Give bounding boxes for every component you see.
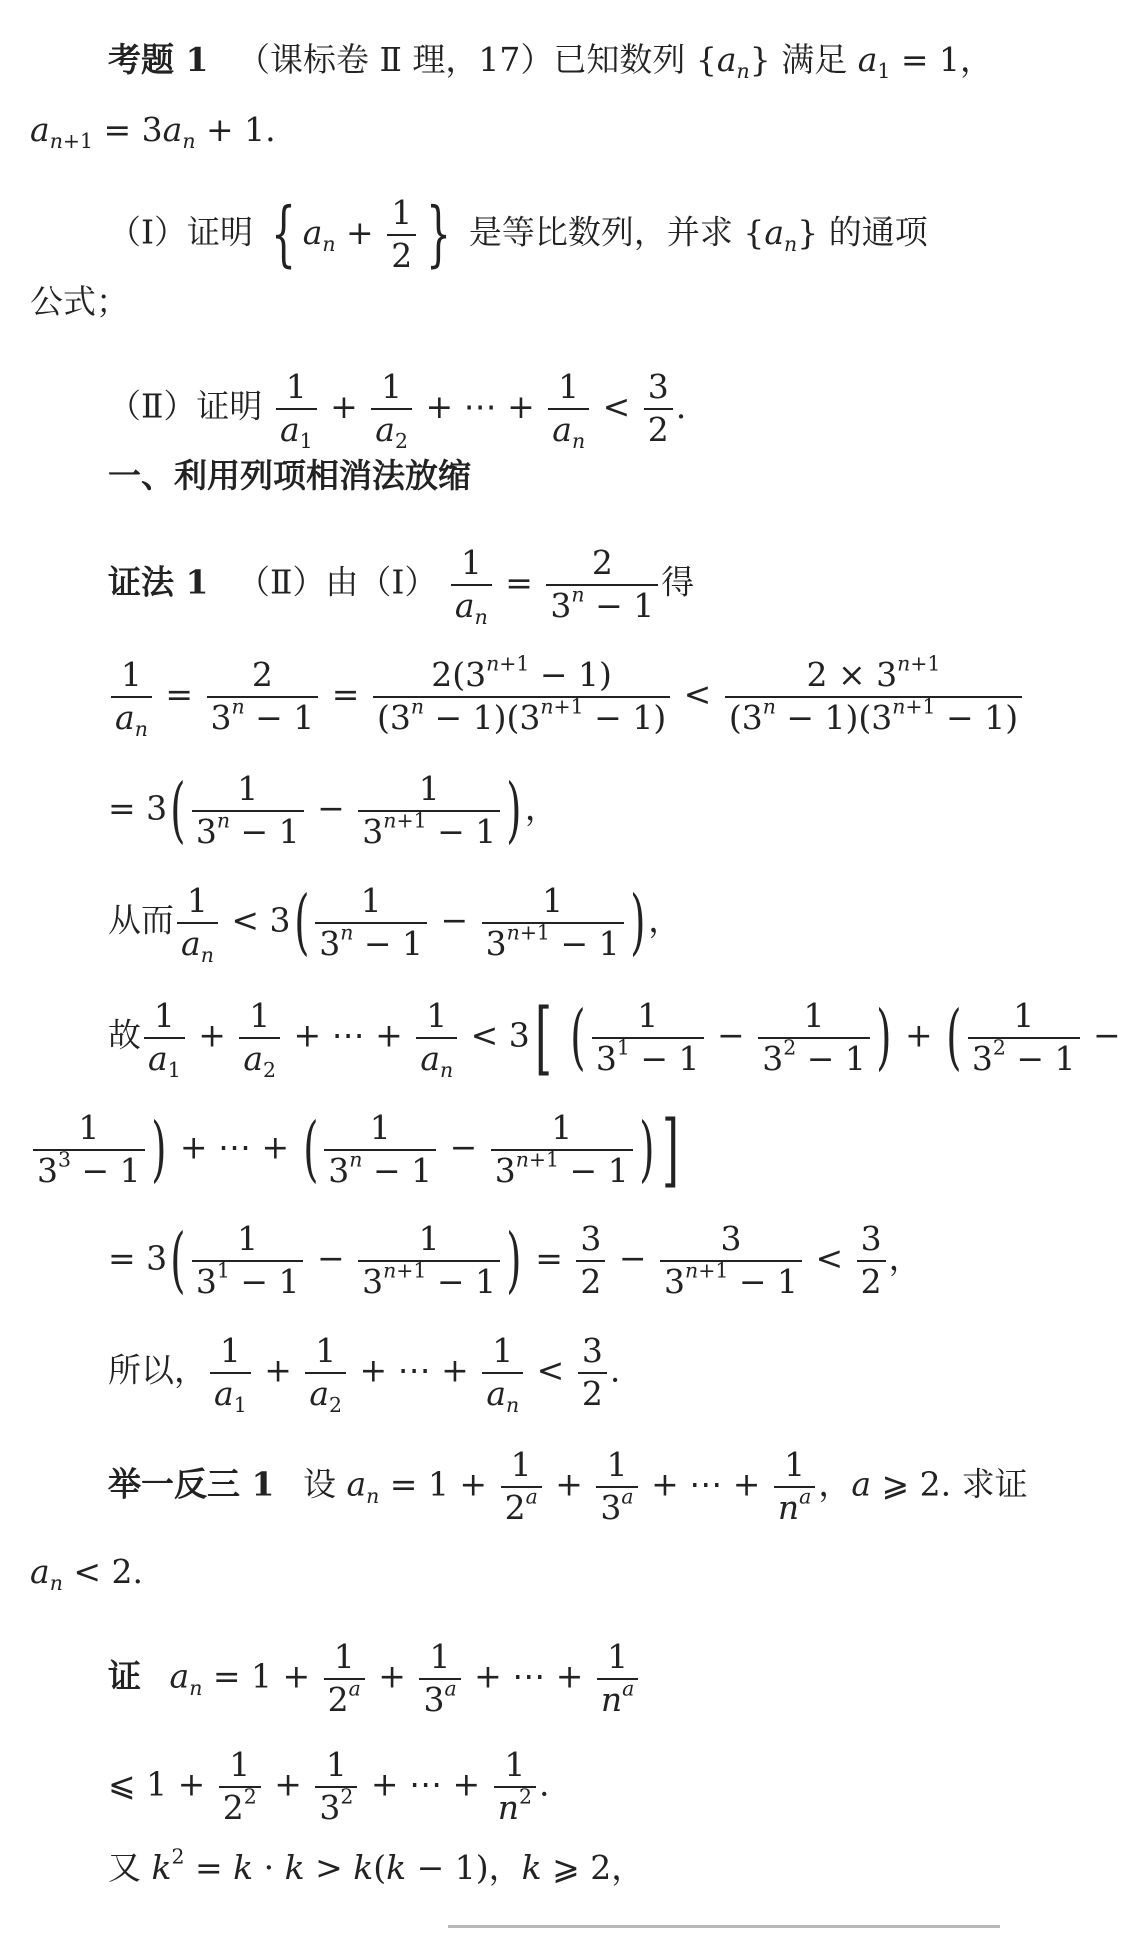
extension-label: 举一反三 1 <box>108 1464 275 1504</box>
problem-line-1 <box>108 40 994 84</box>
proof-therefore-cont: $\frac{1}{3^3 - 1}$ ) + ⋯ + ( $\frac{1}{3^n - 1}$ − $\frac{1}{3^{n+1} - 1}$ ) ] <box>30 1110 684 1189</box>
formula-recurrence: $a_{n+1} = 3a_n + 1$. <box>30 110 276 154</box>
part1-label: （Ⅰ）证明 <box>108 212 254 252</box>
extension-lead: 设 <box>302 1464 336 1504</box>
section-heading: 一、利用列项相消法放缩 <box>108 456 471 495</box>
extension-proof-2: ⩽ 1 + $\frac{1}{2^2}$ + $\frac{1}{3^2}$ + ⋯ + $\frac{1}{n^2}$ . <box>108 1745 550 1827</box>
problem-line-2 <box>30 110 276 154</box>
proof-intro <box>108 543 695 629</box>
so-text: 所以， <box>108 1350 207 1390</box>
proof-intro-b: 得 <box>661 562 695 602</box>
part1-text-2: 的通项 <box>828 212 928 252</box>
problem-source: （课标卷 Ⅱ 理，17）已知数列 <box>236 40 686 79</box>
extension-ask: 求证 <box>961 1464 1028 1504</box>
extension-proof-label: 证 <box>108 1656 141 1696</box>
proof-label: 证法 1 <box>108 562 209 602</box>
proof-therefore: 故 $\frac{1}{a_1}$ + $\frac{1}{a_2}$ + ⋯ + $\frac{1}{a_n}$ < 3[ ( $\frac{1}{3^1 - 1}$ − $\frac{1}{3^2 - 1}$ ) + ( $\frac{1}{3^2 - 1}$ − <box>108 991 1121 1084</box>
proof-ineq-2: = 3( $\frac{1}{3^n - 1}$ − $\frac{1}{3^{n+1} - 1}$ )， <box>108 768 558 852</box>
proof-hence: 从而 $\frac{1}{a_n}$ < 3( $\frac{1}{3^n - 1}$ − $\frac{1}{3^{n+1} - 1}$ )， <box>108 880 682 967</box>
bottom-rule <box>448 1925 1000 1928</box>
part1-text: 是等比数列，并求 <box>468 212 733 252</box>
extension-line: 举一反三 1 设 $a_n = 1$ + $\frac{1}{2^a}$ + $\frac{1}{3^a}$ + ⋯ + $\frac{1}{n^a}$ ，a ⩾ 2. 求证 <box>108 1445 1028 1527</box>
extension-line-2: $a_n < 2$. <box>30 1552 143 1596</box>
cond-text: 满足 <box>781 40 848 79</box>
formula-seq: $\{a_n\}$ <box>695 40 771 84</box>
formula-seq-2: $\{a_n\}$ <box>743 212 819 256</box>
part1-text-3: 公式； <box>30 282 129 321</box>
extension-proof-1: 证 $a_n = 1$ + $\frac{1}{2^a}$ + $\frac{1}{3^a}$ + ⋯ + $\frac{1}{n^a}$ <box>108 1640 641 1717</box>
proof-conclusion: 所以， $\frac{1}{a_1}$ + $\frac{1}{a_2}$ + ⋯ + $\frac{1}{a_n}$ < $\frac{3}{2}$ . <box>108 1331 621 1417</box>
problem-part-2 <box>108 367 687 453</box>
problem-part-1-cont <box>30 282 129 322</box>
extension-proof-3: 又 $k^2 = k \cdot k > k(k - 1)$，k ⩾ 2， <box>108 1844 645 1887</box>
problem-part-1 <box>108 192 928 276</box>
therefore-text: 故 <box>108 1015 141 1055</box>
formula-part2: $\frac{1}{a_1}$ + $\frac{1}{a_2}$ + ⋯ + $\frac{1}{a_n}$ < $\frac{3}{2}$ . <box>273 387 686 426</box>
problem-label: 考题 1 <box>108 40 209 79</box>
formula-a1: $a_1 = 1$， <box>857 40 994 84</box>
formula-an: $\frac{1}{a_n}$ = $\frac{2}{3^n - 1}$ <box>448 563 661 602</box>
formula-geo-seq: { $a_n$ + $\frac{1}{2}$ } <box>270 192 452 276</box>
proof-result: = 3( $\frac{1}{3^1 - 1}$ − $\frac{1}{3^{n+1} - 1}$ ) = $\frac{3}{2}$ − $\frac{3}{3^{n+1} - 1}$ < $\frac{3}{2}$ ， <box>108 1218 922 1302</box>
also-text: 又 <box>108 1848 141 1887</box>
proof-ineq-1: $\frac{1}{a_n}$ = $\frac{2}{3^n - 1}$ = $\frac{2(3^{n+1} - 1)}{(3^n - 1)(3^{n+1} - 1)}$ < $\frac{2 \times 3^{n+1}}{(3^n - 1)(3^{n+1} - 1)}$ <box>108 658 1025 735</box>
proof-intro-a: （Ⅱ）由（Ⅰ） <box>236 562 438 602</box>
part2-label: （Ⅱ）证明 <box>108 386 263 426</box>
hence-text: 从而 <box>108 900 174 940</box>
